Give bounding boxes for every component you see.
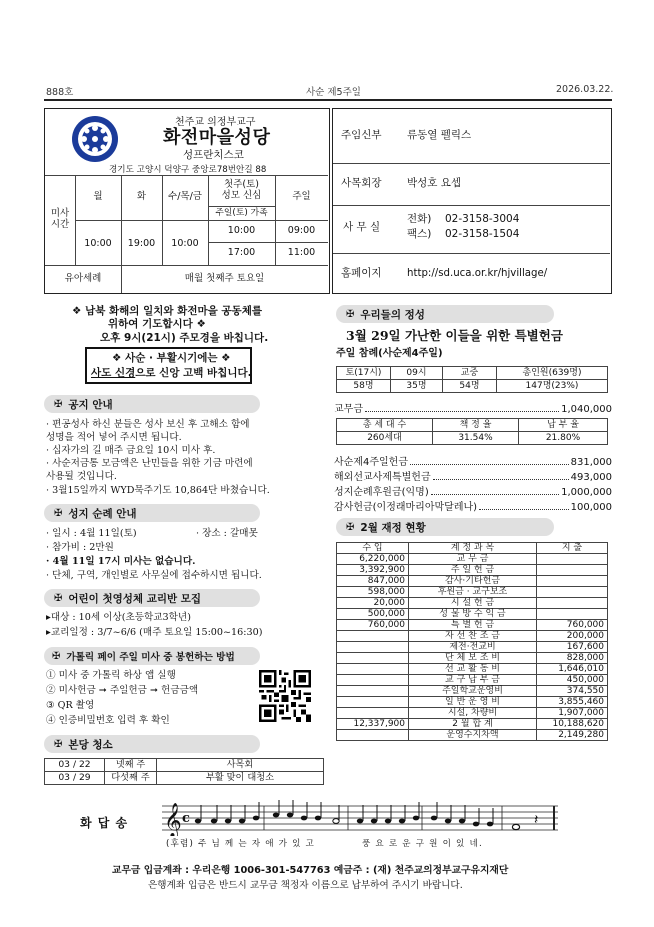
mass-time-sat-1: 10:00 [227,224,256,236]
finance-expense: 374,550 [537,686,608,697]
finance-expense [537,598,608,609]
table-row [337,675,608,686]
cleaning-section-header [44,735,260,753]
cleaning-week: 넷째 주 [105,759,157,772]
finance-body [337,554,608,741]
finance-expense: 760,000 [537,620,608,631]
table-row [337,367,608,380]
psalm-lyrics-2: 풍 요 로 운 구 원 이 있 네. [362,839,483,849]
finance-account: 특 별 헌 금 [409,620,537,631]
table-row [337,609,608,620]
table-row [337,642,608,653]
council-label: 사목회장 [341,177,382,189]
notice-item: 성명을 적어 넣어 주시면 됩니다. [46,432,182,443]
communion-title: 어린이 첫영성체 교리반 모집 [68,592,202,605]
ledger-row [334,483,612,498]
creed-notice-underlined: 사도 신경 [91,367,136,379]
finance-income: 6,220,000 [337,554,409,565]
mass-time-sun-2: 11:00 [287,247,316,259]
table-row [337,697,608,708]
finance-expense: 167,600 [537,642,608,653]
finance-account: 교 구 납 부 금 [409,675,537,686]
pilgrimage-title: 성지 순례 안내 [68,507,137,520]
finance-income: 20,000 [337,598,409,609]
finance-income: 847,000 [337,576,409,587]
ledger-label: 사순제4주일헌금 [334,457,408,468]
qr-code-icon[interactable] [259,670,311,722]
offering-title: 우리들의 정성 [360,308,425,321]
kyomu-value: 21.80% [519,432,608,445]
table-row [337,419,608,432]
pilgrimage-apply: · 단체, 구역, 개인별로 사무실에 접수하시면 됩니다. [46,570,262,581]
catholic-pay-step: ② 미사헌금 ➞ 주일헌금 ➞ 헌금금액 [46,685,199,696]
catholic-pay-step: ① 미사 중 가톨릭 하상 앱 실행 [46,670,176,681]
finance-account: 주일학교운영비 [409,686,537,697]
table-row [337,380,608,393]
finance-account: 일 반 운 영 비 [409,697,537,708]
attendance-head: 교중 [443,367,497,380]
bookmark-icon: ✠ [52,650,61,662]
ledger-label: 해외선교사제특별헌금 [334,472,431,483]
communion-target: ▸대상 : 10세 이상(초등학교3학년) [46,612,191,623]
svg-text:𝄞: 𝄞 [164,803,182,836]
parish-name: 화전마을성당 [163,127,271,148]
finance-expense: 3,855,460 [537,697,608,708]
notice-section-header [44,395,260,413]
cleaning-date: 03 / 22 [45,759,105,772]
attendance-value: 58명 [337,380,391,393]
finance-head: 수 입 [337,543,409,554]
creed-notice-line-2 [91,367,252,380]
pilgrimage-no-mass: · 4월 11일 17시 미사는 없습니다. [46,556,196,567]
ledger-row [334,468,612,483]
response-psalm-label: 화 답 송 [80,816,129,830]
finance-account: 성 물 방 수 익 금 [409,609,537,620]
bookmark-icon: ✠ [346,521,355,533]
pilgrimage-place: · 장소 : 갈매못 [196,528,258,539]
finance-account: 교 무 금 [409,554,537,565]
kyomu-label: 교무금 [334,404,363,415]
kyomu-row [334,400,612,415]
table-row [337,620,608,631]
pastor-name: 류동열 펠릭스 [407,129,472,141]
prayer-line-1: ❖ 남북 화해의 일치와 화전마을 공동체를 [72,305,262,317]
mass-time-tue: 19:00 [127,237,156,249]
table-row [337,686,608,697]
finance-head: 계 정 과 목 [409,543,537,554]
pastor-label: 주임신부 [341,129,382,141]
finance-account: 주 일 헌 금 [409,565,537,576]
catholic-pay-section-header [44,647,260,665]
table-row [45,759,324,772]
finance-expense: 200,000 [537,631,608,642]
cleaning-week: 다섯째 주 [105,772,157,785]
psalm-lyrics-1: (후렴) 주 님 께 는 자 애 가 있 고 [166,839,316,849]
pilgrimage-date: · 일시 : 4월 11일(토) [46,528,137,539]
fax-label: 팩스) [407,228,432,240]
finance-section-header [336,518,554,536]
cleaning-title: 본당 청소 [68,738,113,751]
cleaning-date: 03 / 29 [45,772,105,785]
homepage-link[interactable]: http://sd.uca.or.kr/hjvillage/ [407,268,548,279]
finance-table [336,542,608,741]
notice-item: 사용될 것입니다. [46,471,117,482]
issue-date: 2026.03.22. [556,84,614,95]
infant-baptism-value: 매월 첫째주 토요일 [184,272,265,284]
phone-number[interactable]: 02-3158-3004 [445,213,520,225]
office-label: 사 무 실 [343,221,381,233]
finance-expense: 450,000 [537,675,608,686]
attendance-value: 54명 [443,380,497,393]
finance-income [337,653,409,664]
finance-income [337,664,409,675]
attendance-head: 09시 [391,367,443,380]
table-row [45,772,324,785]
finance-account: 선 교 활 동 비 [409,664,537,675]
attendance-value: 147명(23%) [497,380,608,393]
notice-item: · 사순저금통 모금액은 난민들을 위한 기금 마련에 [46,458,253,469]
catholic-pay-step: ③ QR 촬영 [46,700,95,711]
finance-account: 자 선 찬 조 금 [409,631,537,642]
pilgrimage-fee: · 참가비 : 2만원 [46,542,114,553]
parish-header-box [44,108,330,294]
bookmark-icon: ✠ [54,507,63,519]
table-row [337,719,608,730]
finance-account: 후원금 · 교구보조 [409,587,537,598]
liturgical-season: 사순 제5주일 [306,87,361,98]
homepage-label: 홈페이지 [341,267,382,279]
table-row [337,664,608,675]
finance-title: 2월 재정 현황 [360,521,426,534]
finance-expense: 1,907,000 [537,708,608,719]
attendance-subtitle: 주일 참례(사순제4주일) [336,348,443,359]
finance-expense: 10,188,620 [537,719,608,730]
finance-expense: 1,646,010 [537,664,608,675]
finance-income: 12,337,900 [337,719,409,730]
finance-income: 500,000 [337,609,409,620]
mass-day-sun: 주일 [292,191,311,203]
communion-section-header [44,589,260,607]
catholic-pay-title: 가톨릭 페이 주일 미사 중 봉헌하는 방법 [66,652,235,663]
notice-title: 공지 안내 [68,398,113,411]
finance-expense: 828,000 [537,653,608,664]
ledger-amount: 831,000 [570,457,612,468]
mass-time-wed-fri: 10:00 [171,237,199,249]
prayer-line-3: 오후 9시(21시) 주모경을 바칩니다. [100,332,269,344]
mass-time-mon: 10:00 [84,237,112,249]
finance-account: 운영수지차액 [409,730,537,741]
issue-number: 888호 [46,87,74,98]
creed-notice-box [85,347,252,384]
kyomu-head: 총 세 대 수 [337,419,433,432]
table-row [337,432,608,445]
attendance-head: 토(17시) [337,367,391,380]
ledger-label: 감사헌금(이정래마리아막달레나) [334,502,478,513]
top-divider [44,99,612,101]
kyomu-value: 260세대 [337,432,433,445]
finance-expense [537,554,608,565]
kyomu-head: 납 부 율 [519,419,608,432]
finance-head: 지 출 [537,543,608,554]
account-notice: 은행계좌 입금은 반드시 교무금 책정자 이름으로 납부하여 주시기 바랍니다. [148,880,463,891]
attendance-head: 총인원(639명) [497,367,608,380]
finance-account: 단 체 보 조 비 [409,653,537,664]
bookmark-icon: ✠ [54,592,63,604]
kyomu-value: 31.54% [433,432,519,445]
bookmark-icon: ✠ [346,308,355,320]
notice-item: · 3월15일까지 WYD묵주기도 10,864단 바쳤습니다. [46,485,270,496]
kyomu-head: 책 정 율 [433,419,519,432]
parish-info-box [332,108,612,294]
svg-text:𝄽: 𝄽 [534,812,539,828]
finance-expense [537,609,608,620]
table-row [337,587,608,598]
music-staff [162,800,558,836]
finance-income [337,642,409,653]
table-row [337,565,608,576]
kyomu-table [336,418,608,445]
mass-time-sun-1: 09:00 [287,224,316,236]
council-name: 박성호 요셉 [407,177,462,189]
finance-income [337,697,409,708]
attendance-value: 35명 [391,380,443,393]
mass-day-sat: 첫주(토) 성모 신심 [221,178,262,201]
mass-day-tue: 화 [136,191,147,203]
table-row [337,730,608,741]
mass-day-mon: 월 [93,191,103,203]
table-row [337,598,608,609]
mass-time-sat-2: 17:00 [227,247,256,259]
parish-patron: 성프란치스코 [183,149,244,161]
diocese-name: 천주교 의정부교구 [175,117,256,128]
table-row [337,653,608,664]
ledger-amount: 100,000 [570,502,612,513]
svg-text:c: c [182,811,190,826]
finance-income [337,686,409,697]
finance-account: 2 월 합 계 [409,719,537,730]
finance-account: 시 설 헌 금 [409,598,537,609]
finance-expense [537,576,608,587]
finance-income: 3,392,900 [337,565,409,576]
finance-expense [537,565,608,576]
offering-section-header [336,305,554,323]
bookmark-icon: ✠ [54,738,63,750]
notice-item: · 십자가의 길 매주 금요일 10시 미사 후. [46,445,216,456]
notice-item: · 편공성사 하신 분들은 성사 보신 후 고해소 함에 [46,419,250,430]
kyomu-amount: 1,040,000 [561,404,612,415]
table-row [337,554,608,565]
creed-notice-line-1: ❖ 사순 · 부활시기에는 ❖ [112,352,231,364]
cleaning-table [44,758,324,785]
parish-logo-icon [71,115,119,163]
finance-expense [537,587,608,598]
parish-address: 경기도 고양시 덕양구 중앙로78번안길 88 [109,165,267,175]
table-row [337,543,608,554]
finance-income [337,730,409,741]
finance-account: 시설, 차량비 [409,708,537,719]
table-row [337,576,608,587]
prayer-line-2: 위하여 기도합시다 ❖ [108,318,206,330]
phone-label: 전화) [407,213,432,225]
special-offering-headline: 3월 29일 가난한 이들을 위한 특별헌금 [346,328,563,343]
communion-schedule: ▸교리일정 : 3/7~6/6 (매주 토요일 15:00~16:30) [46,627,263,638]
fax-number: 02-3158-1504 [445,228,520,240]
ledger-label: 성지순례후원금(익명) [334,487,429,498]
pilgrimage-section-header [44,504,260,522]
catholic-pay-step: ④ 인증비밀번호 입력 후 확인 [46,715,170,726]
finance-income [337,631,409,642]
finance-account: 제전·전교비 [409,642,537,653]
infant-baptism-label: 유아세례 [64,272,102,284]
attendance-table [336,366,608,393]
finance-expense: 2,149,280 [537,730,608,741]
finance-income [337,708,409,719]
bookmark-icon: ✠ [54,398,63,410]
finance-income: 760,000 [337,620,409,631]
ledger-amount: 493,000 [570,472,612,483]
creed-notice-rest: 으로 신앙 고백 바칩니다. [135,367,252,379]
ledger-row [334,453,612,468]
mass-day-sat-sub: 주일(토) 가족 [215,207,268,218]
cleaning-group: 사목회 [157,759,324,772]
mass-time-label: 미사 시간 [50,208,70,230]
finance-income: 598,000 [337,587,409,598]
cleaning-group: 부활 맞이 대청소 [157,772,324,785]
finance-income [337,675,409,686]
finance-account: 감사·기타헌금 [409,576,537,587]
mass-day-wed-fri: 수/목/금 [168,191,202,203]
ledger-amount: 1,000,000 [561,487,612,498]
table-row [337,631,608,642]
account-info: 교무금 입금계좌 : 우리은행 1006-301-547763 예금주 : (재) 천주교의정부교구유지재단 [112,865,509,876]
table-row [337,708,608,719]
ledger-row [334,498,612,513]
